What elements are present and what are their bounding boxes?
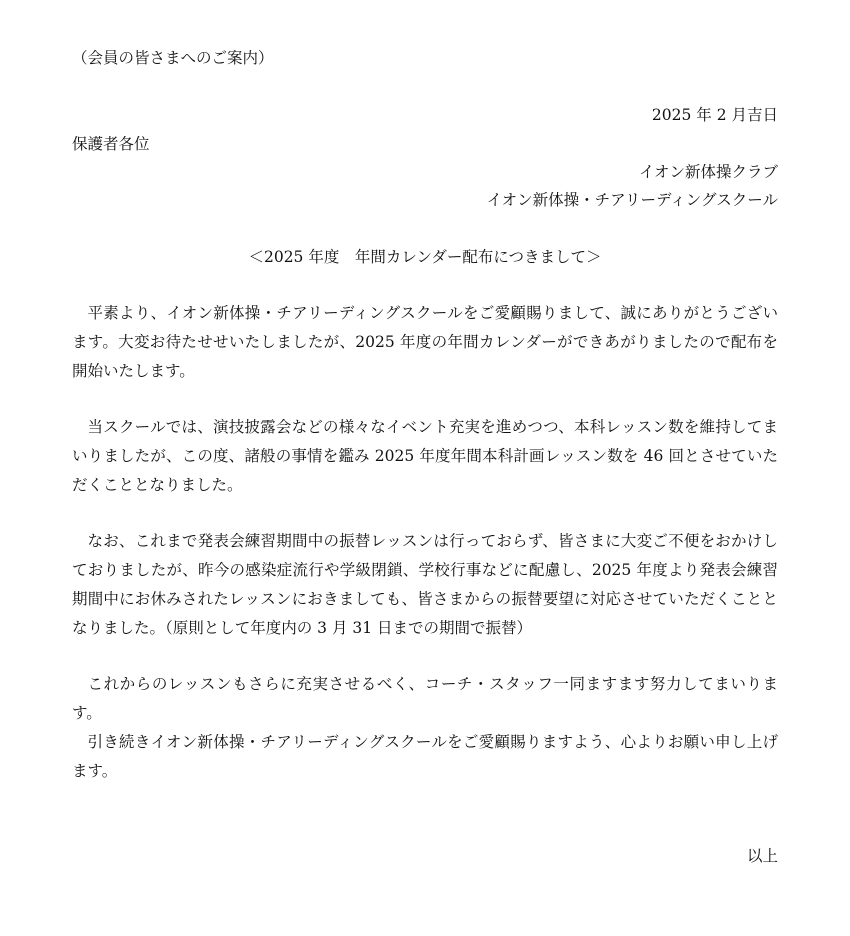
sender-school: イオン新体操・チアリーディングスクール <box>486 191 778 209</box>
closing-mark: 以上 <box>746 847 778 865</box>
body-paragraph-closing-request: 引き続きイオン新体操・チアリーディングスクールをご愛顧賜りますよう、心よりお願い申し上げます。 <box>72 733 778 780</box>
body-paragraph-lesson-count: 当スクールでは、演技披露会などの様々なイベント充実を進めつつ、本科レッスン数を維持してまいりましたが、この度、諸般の事情を鑑み 2025 年度年間本科計画レッスン数を 46 回とさせていただくこととなりました。 <box>72 418 778 494</box>
body-paragraph-makeup-lessons: なお、これまで発表会練習期間中の振替レッスンは行っておらず、皆さまに大変ご不便をおかけしておりましたが、昨今の感染症流行や学級閉鎖、学校行事などに配慮し、2025 年度より発表会練習期間中にお休みされたレッスンにおきましても、皆さまからの振替要望に対応させていただくこととなりました。（原則として年度内の 3 月 31 日までの期間で振替） <box>72 532 778 637</box>
body-paragraph-greeting: 平素より、イオン新体操・チアリーディングスクールをご愛顧賜りまして、誠にありがとうございます。大変お待たせせいたしましたが、2025 年度の年間カレンダーができあがりましたので配布を開始いたします。 <box>72 304 778 380</box>
document-date: 2025 年 2 月吉日 <box>651 106 778 124</box>
document-subject: ＜2025 年度 年間カレンダー配布につきまして＞ <box>248 248 602 266</box>
sender-organization: イオン新体操クラブ <box>638 163 778 181</box>
recipient: 保護者各位 <box>72 135 150 153</box>
notice-label: （会員の皆さまへのご案内） <box>72 49 274 67</box>
body-paragraph-commitment: これからのレッスンもさらに充実させるべく、コーチ・スタッフ一同ますます努力してまいります。 <box>72 675 778 722</box>
